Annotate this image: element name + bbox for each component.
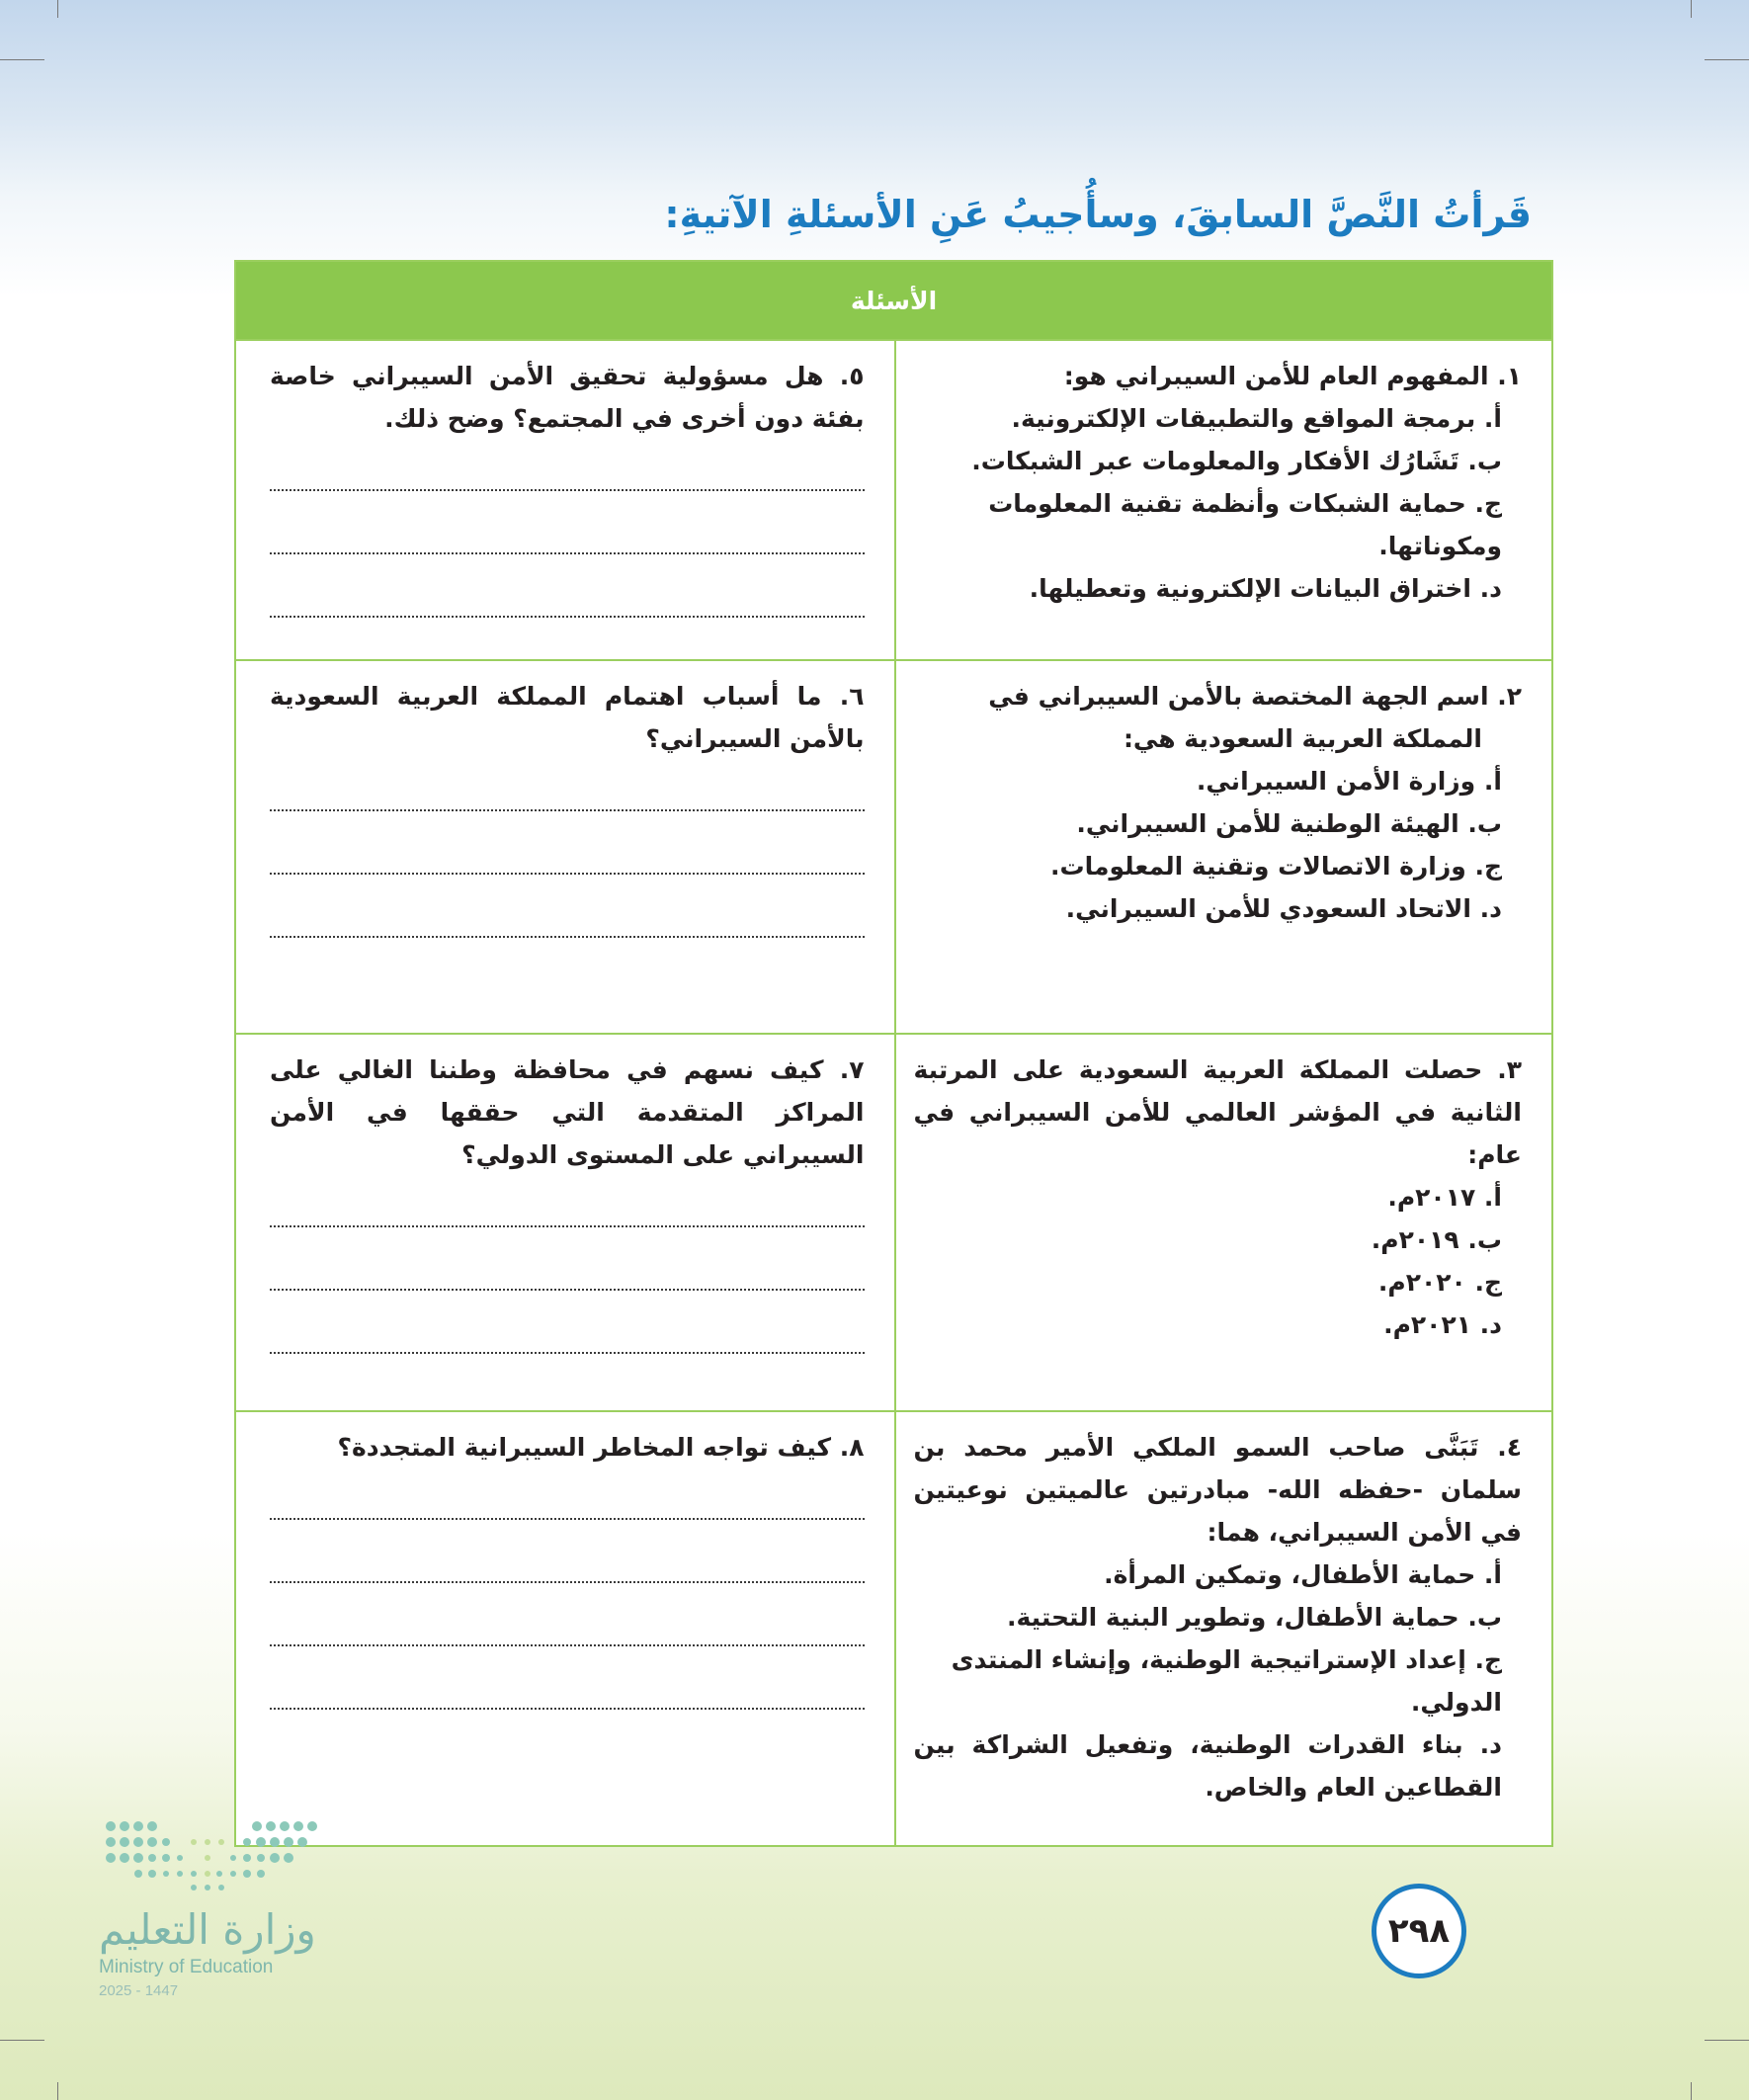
question-cell-1 [894, 341, 1552, 659]
table-row [236, 339, 1551, 659]
question-2-option-a: أ. وزارة الأمن السيبراني. [1196, 767, 1502, 796]
question-4-option-a: أ. حماية الأطفال، وتمكين المرأة. [1104, 1560, 1502, 1589]
answer-line[interactable] [270, 1291, 865, 1354]
question-4-option-d: د. بناء القدرات الوطنية، وتفعيل الشراكة بين القطاعين العام والخاص. [913, 1730, 1502, 1802]
question-1-option-a: أ. برمجة المواقع والتطبيقات الإلكترونية. [1011, 404, 1502, 433]
questions-table [234, 260, 1553, 1847]
question-7-text: ٧. كيف نسهم في محافظة وطننا الغالي على المراكز المتقدمة التي حققها في الأمن السيبراني على المستوى الدولي؟ [270, 1055, 865, 1169]
page-number: ٢٩٨ [1372, 1884, 1466, 1978]
question-4-option-b: ب. حماية الأطفال، وتطوير البنية التحتية. [1006, 1603, 1502, 1632]
question-6-text: ٦. ما أسباب اهتمام المملكة العربية السعودية بالأمن السيبراني؟ [270, 682, 865, 753]
page-heading: قَرأتُ النَّصَّ السابقَ، وسأُجيبُ عَنِ الأسئلةِ الآتيةِ: [664, 193, 1532, 236]
answer-line[interactable] [270, 1469, 865, 1520]
answer-line[interactable] [270, 554, 865, 618]
crop-mark [1705, 2040, 1749, 2041]
question-3-option-c: ج. ٢٠٢٠م. [1377, 1268, 1502, 1297]
crop-mark [1691, 2082, 1692, 2100]
answer-line[interactable] [270, 1227, 865, 1291]
question-4-text: ٤. تَبَنَّى صاحب السمو الملكي الأمير محمد بن سلمان -حفظه الله- مبادرتين عالميتين نوعيتين في الأمن السيبراني، هما: [913, 1433, 1522, 1547]
question-4-option-c: ج. إعداد الإستراتيجية الوطنية، وإنشاء المنتدى الدولي. [951, 1645, 1502, 1717]
answer-line[interactable] [270, 1520, 865, 1583]
question-2-text: ٢. اسم الجهة المختصة بالأمن السيبراني في [988, 682, 1522, 711]
answer-line[interactable] [270, 875, 865, 938]
ministry-name-arabic: وزارة التعليم [99, 1905, 316, 1954]
table-row [236, 1033, 1551, 1410]
table-row [236, 659, 1551, 1033]
crop-mark [1705, 59, 1749, 60]
answer-line[interactable] [270, 1583, 865, 1646]
question-5-text: ٥. هل مسؤولية تحقيق الأمن السيبراني خاصة بفئة دون أخرى في المجتمع؟ وضح ذلك. [270, 362, 865, 433]
table-header: الأسئلة [236, 262, 1551, 339]
question-3-option-b: ب. ٢٠١٩م. [1371, 1225, 1502, 1254]
question-3-text: ٣. حصلت المملكة العربية السعودية على المرتبة الثانية في المؤشر العالمي للأمن السيبراني في عام: [913, 1055, 1522, 1169]
question-1-option-c: ج. حماية الشبكات وأنظمة تقنية المعلومات ومكوناتها. [988, 489, 1502, 560]
crop-mark [57, 2082, 58, 2100]
question-2-text-cont: المملكة العربية السعودية هي: [1123, 724, 1482, 753]
question-cell-2 [894, 661, 1552, 1033]
crop-mark [0, 2040, 44, 2041]
ministry-name-english: Ministry of Education [99, 1957, 274, 1977]
answer-line[interactable] [270, 1176, 865, 1227]
answer-line[interactable] [270, 440, 865, 491]
answer-line[interactable] [270, 1646, 865, 1710]
question-2-option-c: ج. وزارة الاتصالات وتقنية المعلومات. [1050, 852, 1502, 881]
question-cell-5 [236, 341, 894, 659]
crop-mark [57, 0, 58, 18]
question-1-text: ١. المفهوم العام للأمن السيبراني هو: [1063, 362, 1522, 390]
question-3-option-d: د. ٢٠٢١م. [1383, 1310, 1502, 1339]
question-1-option-b: ب. تَشَارُك الأفكار والمعلومات عبر الشبكات. [971, 447, 1502, 475]
question-8-text: ٨. كيف تواجه المخاطر السيبرانية المتجددة؟ [337, 1433, 865, 1462]
ministry-year: 2025 - 1447 [99, 1982, 179, 1999]
question-1-option-d: د. اختراق البيانات الإلكترونية وتعطيلها. [1029, 574, 1502, 603]
question-cell-6 [236, 661, 894, 1033]
question-cell-8 [236, 1412, 894, 1845]
question-3-option-a: أ. ٢٠١٧م. [1387, 1183, 1502, 1212]
table-row [236, 1410, 1551, 1845]
ministry-logo-icon [99, 1816, 326, 1895]
question-cell-7 [236, 1035, 894, 1410]
answer-line[interactable] [270, 811, 865, 875]
question-2-option-b: ب. الهيئة الوطنية للأمن السيبراني. [1076, 809, 1502, 838]
question-cell-4 [894, 1412, 1552, 1845]
crop-mark [1691, 0, 1692, 18]
answer-line[interactable] [270, 491, 865, 554]
question-2-option-d: د. الاتحاد السعودي للأمن السيبراني. [1065, 894, 1502, 923]
crop-mark [0, 59, 44, 60]
answer-line[interactable] [270, 760, 865, 811]
question-cell-3 [894, 1035, 1552, 1410]
